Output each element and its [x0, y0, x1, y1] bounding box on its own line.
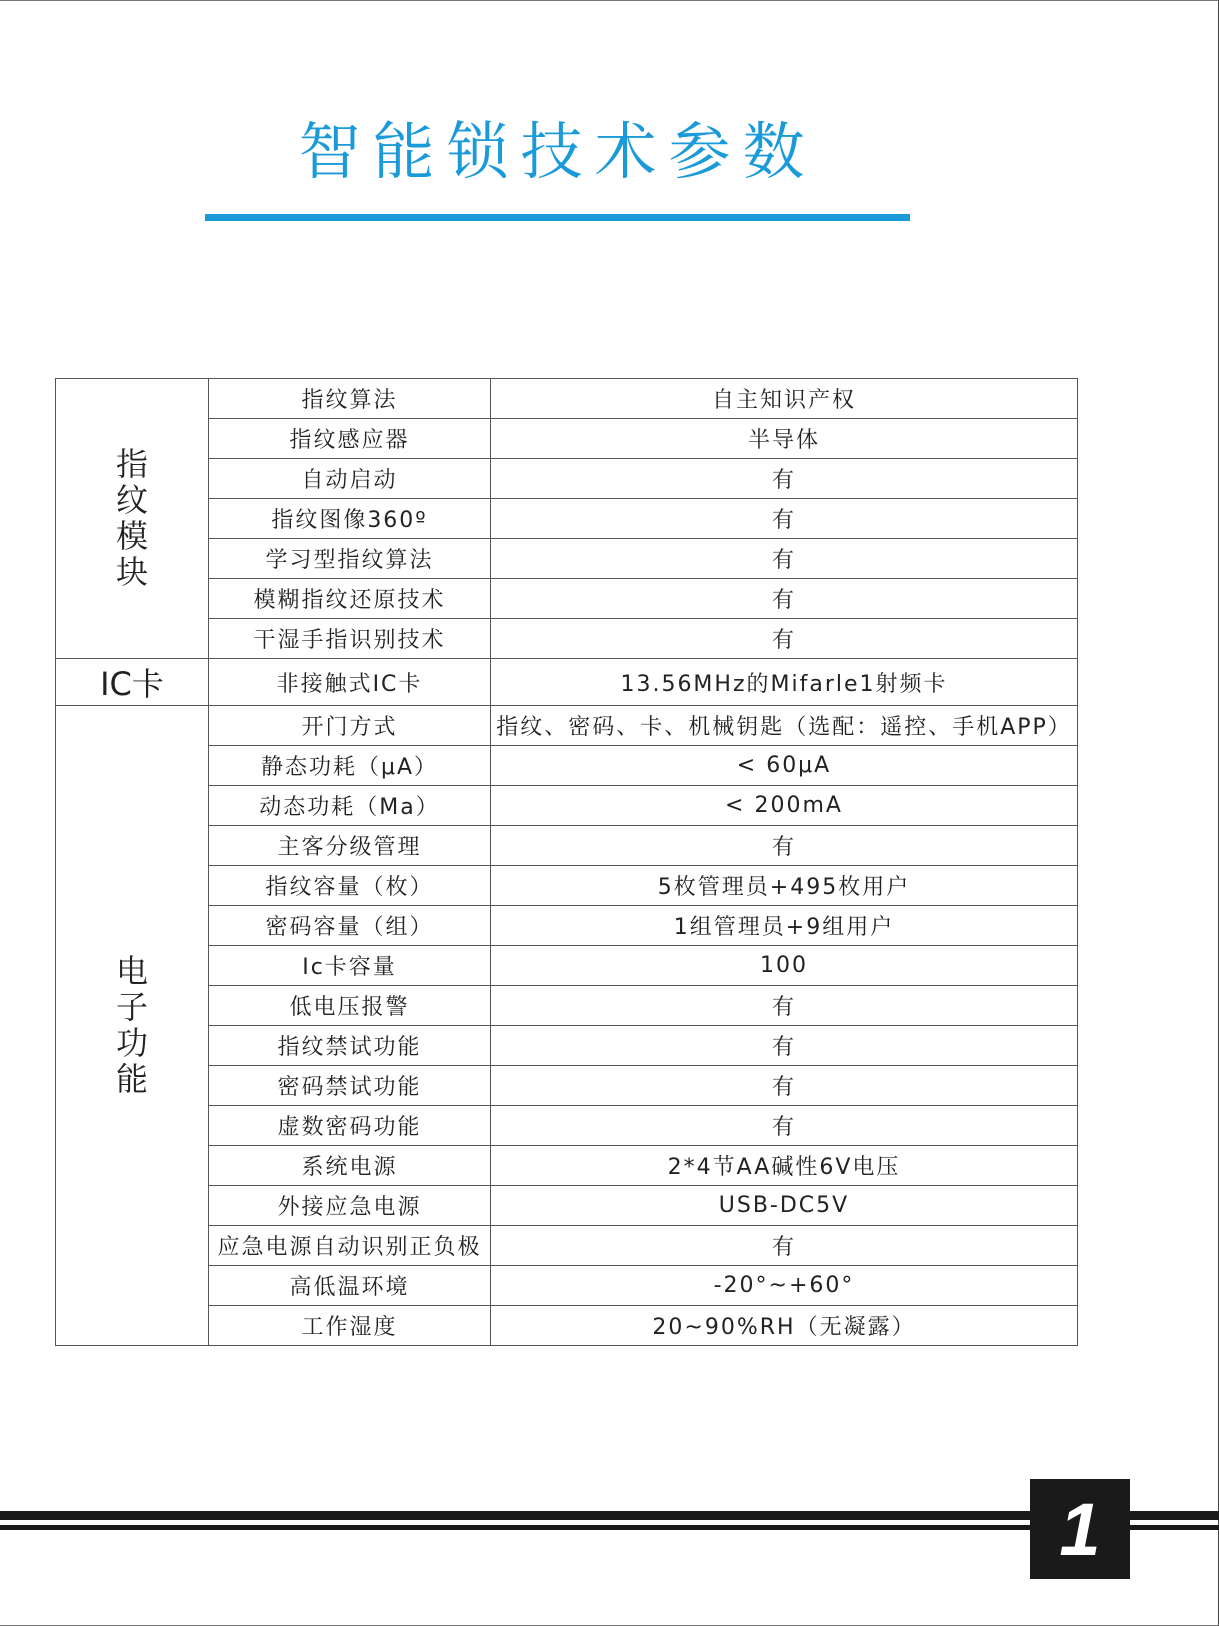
table-row	[56, 946, 1078, 986]
table-row	[56, 1186, 1078, 1226]
spec-table	[55, 378, 1078, 1346]
row-label: 模糊指纹还原技术	[209, 579, 491, 619]
row-value: -20°~+60°	[491, 1266, 1078, 1306]
row-label: 指纹算法	[209, 379, 491, 419]
row-value: 有	[491, 1226, 1078, 1266]
row-label: 应急电源自动识别正负极	[209, 1226, 491, 1266]
table-row	[56, 539, 1078, 579]
table-row	[56, 1306, 1078, 1346]
row-label: 指纹感应器	[209, 419, 491, 459]
row-value: 有	[491, 619, 1078, 659]
table-row	[56, 1146, 1078, 1186]
table-row	[56, 619, 1078, 659]
row-value: 有	[491, 1026, 1078, 1066]
group-fingerprint-module: 指纹模块	[56, 379, 209, 659]
row-label: 低电压报警	[209, 986, 491, 1026]
row-value: 5枚管理员+495枚用户	[491, 866, 1078, 906]
table-row	[56, 706, 1078, 746]
table-row	[56, 786, 1078, 826]
row-label: 自动启动	[209, 459, 491, 499]
table-row	[56, 1106, 1078, 1146]
row-value: 2*4节AA碱性6V电压	[491, 1146, 1078, 1186]
row-label: 指纹禁试功能	[209, 1026, 491, 1066]
row-value: 自主知识产权	[491, 379, 1078, 419]
title-underline	[205, 214, 910, 221]
row-label: 系统电源	[209, 1146, 491, 1186]
row-value: 有	[491, 1106, 1078, 1146]
table-row	[56, 826, 1078, 866]
table-row	[56, 1066, 1078, 1106]
group-ic-card: IC卡	[56, 659, 209, 706]
table-row	[56, 499, 1078, 539]
row-label: 指纹容量（枚）	[209, 866, 491, 906]
row-label: 主客分级管理	[209, 826, 491, 866]
row-label: 学习型指纹算法	[209, 539, 491, 579]
row-label: 干湿手指识别技术	[209, 619, 491, 659]
row-label: 高低温环境	[209, 1266, 491, 1306]
row-value: 有	[491, 499, 1078, 539]
row-label: 密码容量（组）	[209, 906, 491, 946]
row-value: 有	[491, 986, 1078, 1026]
row-label: 开门方式	[209, 706, 491, 746]
table-row	[56, 746, 1078, 786]
row-value: 指纹、密码、卡、机械钥匙（选配：遥控、手机APP）	[491, 706, 1078, 746]
table-row	[56, 459, 1078, 499]
row-label: 密码禁试功能	[209, 1066, 491, 1106]
row-value: 有	[491, 459, 1078, 499]
row-label: 静态功耗（μA）	[209, 746, 491, 786]
row-label: Ic卡容量	[209, 946, 491, 986]
page-number-badge	[1030, 1479, 1130, 1579]
table-row	[56, 579, 1078, 619]
table-row	[56, 986, 1078, 1026]
group-electronic-functions: 电子功能	[56, 706, 209, 1346]
table-row	[56, 1226, 1078, 1266]
row-value: 100	[491, 946, 1078, 986]
table-row	[56, 379, 1078, 419]
row-label: 指纹图像360º	[209, 499, 491, 539]
table-row	[56, 906, 1078, 946]
row-label: 外接应急电源	[209, 1186, 491, 1226]
row-value: < 60μA	[491, 746, 1078, 786]
row-value: USB-DC5V	[491, 1186, 1078, 1226]
table-row	[56, 866, 1078, 906]
row-value: 有	[491, 1066, 1078, 1106]
row-label: 虚数密码功能	[209, 1106, 491, 1146]
row-label: 非接触式IC卡	[209, 659, 491, 706]
row-label: 动态功耗（Ma）	[209, 786, 491, 826]
page-title: 智能锁技术参数	[298, 115, 817, 188]
row-value: 有	[491, 826, 1078, 866]
table-row	[56, 659, 1078, 706]
row-value: 有	[491, 539, 1078, 579]
table-row	[56, 419, 1078, 459]
row-value: 13.56MHz的Mifarle1射频卡	[491, 659, 1078, 706]
table-row	[56, 1266, 1078, 1306]
row-value: 半导体	[491, 419, 1078, 459]
row-value: < 200mA	[491, 786, 1078, 826]
row-value: 20~90%RH（无凝露）	[491, 1306, 1078, 1346]
page-number: 1	[1059, 1487, 1101, 1571]
table-row	[56, 1026, 1078, 1066]
row-label: 工作湿度	[209, 1306, 491, 1346]
row-value: 1组管理员+9组用户	[491, 906, 1078, 946]
row-value: 有	[491, 579, 1078, 619]
